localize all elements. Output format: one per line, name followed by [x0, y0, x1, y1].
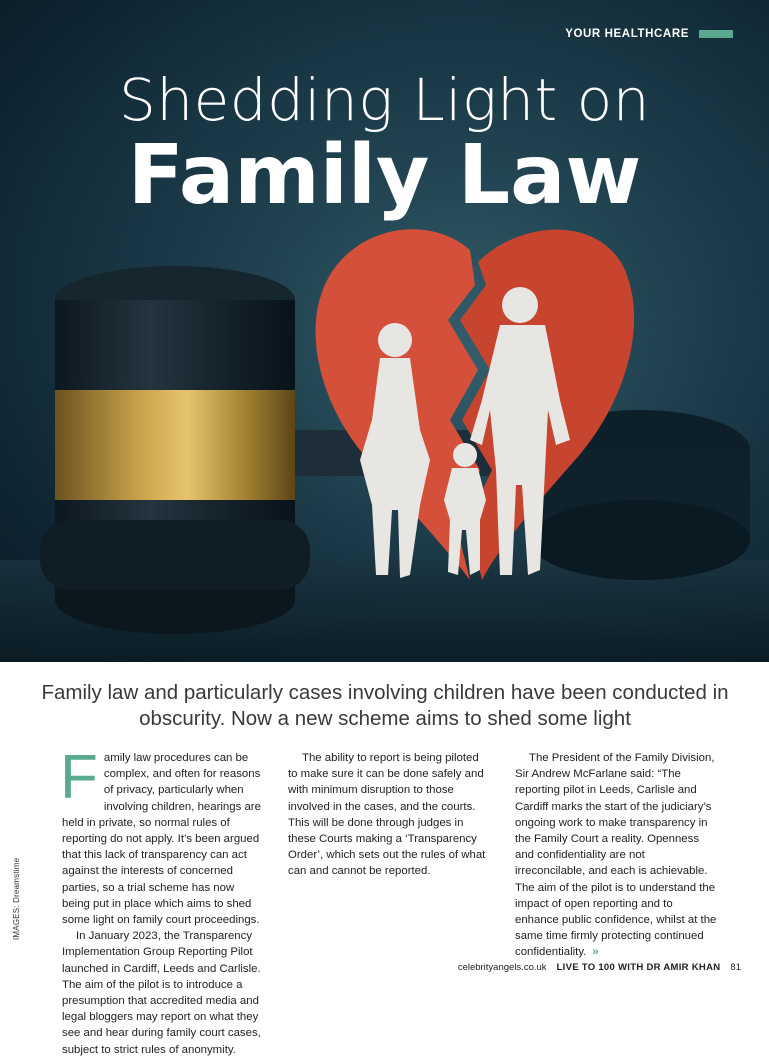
- body-column-1: [60, 743, 264, 1056]
- body-column-2: [288, 750, 490, 946]
- headline-line-2: Family Law: [127, 128, 642, 223]
- drop-cap: F: [60, 743, 98, 812]
- body-paragraph-4-text: The President of the Family Division, Sir Andrew McFarlane said: “The reporting pilot in Leeds, Carlisle and Cardiff marks the start of the judiciary’s ongoing work to make transparency in the Family Court a reality. Openness and confidentiality are not irreconcilable, and each is achievable. The aim of the pilot is to understand the impact of open reporting and to enhance public confidence, whilst at the same time firmly protecting continued confidentiality.: [515, 752, 717, 959]
- end-of-article-icon: »: [592, 946, 599, 959]
- headline-line-1: Shedding Light on: [119, 66, 650, 134]
- section-tag: [565, 28, 733, 40]
- body-paragraph-2: [62, 928, 264, 1058]
- body-paragraph-3: [288, 750, 490, 880]
- body-paragraph-4: [515, 750, 717, 961]
- body-column-3: [515, 750, 717, 959]
- body-paragraph-3-text: The ability to report is being piloted to make sure it can be done safely and with minimum disruption to those involved in the cases, and the courts. This will be done through judges in these Courts making a ‘Transparency Order’, which sets out the rules of what can and cannot be reported.: [288, 752, 486, 878]
- body-paragraph-1-text: amily law procedures can be complex, and often for reasons of privacy, particularly when involving children, hearings are held in private, so normal rules of reporting do not apply. It’s been argued that this lack of transparency can act against the interests of concerned parties, so a trial scheme has now being put in place which aims to shed some light on family court proceedings.: [62, 752, 261, 927]
- footer-series: LIVE TO 100 WITH DR AMIR KHAN: [556, 962, 721, 973]
- body-paragraph-2-text: In January 2023, the Transparency Implementation Group Reporting Pilot launched in Cardiff, Leeds and Carlisle. The aim of the pilot is to introduce a presumption that accredited media and legal bloggers may report on what they see and hear during family court cases, subject to strict rules of anonymity.: [62, 930, 261, 1056]
- section-accent-bar: [699, 30, 733, 38]
- page-footer: [458, 962, 741, 973]
- body-paragraph-1: [60, 743, 264, 928]
- section-label: YOUR HEALTHCARE: [565, 28, 689, 40]
- page-number: 81: [730, 962, 741, 973]
- footer-site: celebrityangels.co.uk: [457, 962, 547, 973]
- image-credit: IMAGES: Dreamstime: [12, 857, 21, 940]
- standfirst: Family law and particularly cases involving children have been conducted in obscurity. Now a new scheme aims to shed some light: [41, 681, 729, 730]
